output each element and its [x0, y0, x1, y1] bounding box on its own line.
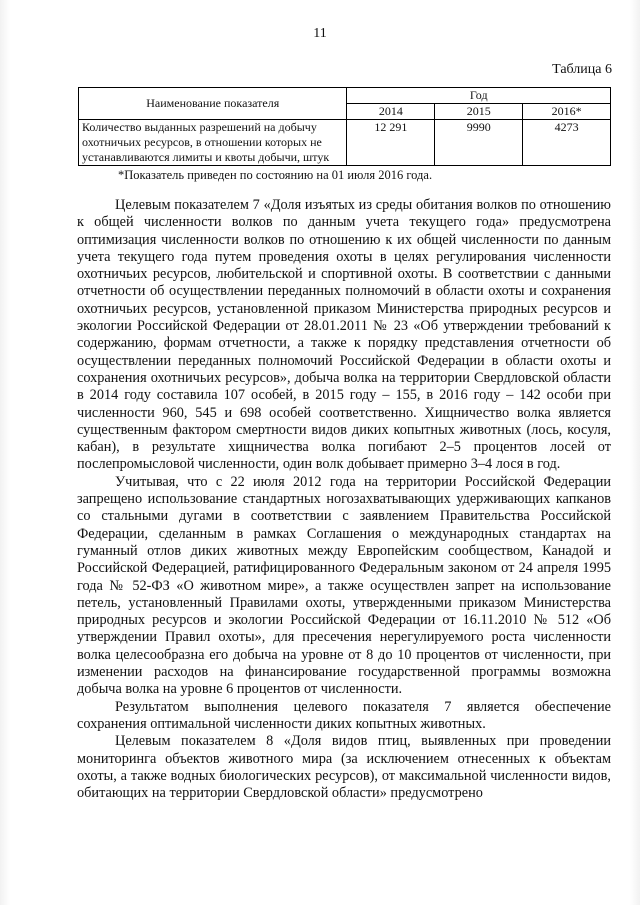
value-2014: 12 291 — [347, 120, 435, 166]
paragraph-indicator-8: Целевым показателем 8 «Доля видов птиц, выявленных при проведении мониторинга объектов животного мира (за исключением отнесенных к объектам охоты, а также водных биологических ресурсов), от максимальной численности видов, обитающих на территории Свердловской области» предусмотрено — [77, 733, 611, 802]
value-2015: 9990 — [435, 120, 523, 166]
year-header: Год — [347, 88, 611, 104]
paragraph-result-7: Результатом выполнения целевого показателя 7 является обеспечение сохранения оптимальной численности диких копытных животных. — [77, 698, 611, 732]
table-header-row — [79, 88, 611, 104]
indicator-name: Количество выданных разрешений на добычу охотничьих ресурсов, в отношении которых не устанавливаются лимиты и квоты добычи, штук — [79, 120, 347, 166]
table-caption: Таблица 6 — [552, 62, 612, 77]
paragraph-indicator-7: Целевым показателем 7 «Доля изъятых из среды обитания волков по отношению к общей численности волков по данным учета текущего года» предусмотрена оптимизация численности волков по отношению к их общей численности по данным учета текущего года путем проведения охоты в целях регулирования численности охотничьих ресурсов, любительской и спортивной охоты. В соответствии с данными отчетности об осуществлении переданных полномочий в области охоты и сохранения охотничьих ресурсов, установленной приказом Министерства природных ресурсов и экологии Российской Федерации от 28.01.2011 № 23 «Об утверждении требований к содержанию, формам отчетности, а также к порядку представления отчетности об осуществлении переданных полномочий Российской Федерации в области охоты и сохранения охотничьих ресурсов», добыча волка на территории Свердловской области в 2014 году составила 107 особей, в 2015 году – 155, в 2016 году – 142 особи при численности 960, 545 и 698 особей соответственно. Хищничество волка является существенным фактором смертности видов диких копытных животных (лось, косуля, кабан), в результате хищничества волка погибают 2–5 процентов лосей от послепромысловой численности, один волк добывает примерно 3–4 лося в год. — [77, 197, 611, 473]
year-2014: 2014 — [347, 104, 435, 120]
indicator-header: Наименование показателя — [79, 88, 347, 120]
value-2016: 4273 — [523, 120, 611, 166]
body-text — [77, 197, 611, 802]
scan-edge-right — [630, 0, 640, 905]
year-2015: 2015 — [435, 104, 523, 120]
scan-edge-left — [0, 0, 10, 905]
table-row — [79, 120, 611, 166]
paragraph-traps-ban: Учитывая, что с 22 июля 2012 года на территории Российской Федерации запрещено использование стандартных ногозахватывающих удерживающих капканов со стальными дугами в соответствии с заявлением Правительства Российской Федерации, сделанным в рамках Соглашения о международных стандартах на гуманный отлов диких животных между Европейским сообществом, Канадой и Российской Федерацией, ратифицированного Федеральным законом от 24 апреля 1995 года № 52-ФЗ «О животном мире», а также осуществлен запрет на использование петель, установленный Правилами охоты, утвержденными приказом Министерства природных ресурсов и экологии Российской Федерации от 16.11.2010 № 512 «Об утверждении Правил охоты», для пресечения нерегулируемого роста численности волка целесообразна его добыча на уровне от 8 до 10 процентов от численности, при изменении расходов на финансирование государственной программы возможна добыча волка на уровне 6 процентов от численности. — [77, 473, 611, 698]
table-footnote: *Показатель приведен по состоянию на 01 июля 2016 года. — [118, 168, 433, 182]
indicator-table — [78, 87, 611, 166]
year-2016: 2016* — [523, 104, 611, 120]
page-number: 11 — [313, 26, 327, 41]
